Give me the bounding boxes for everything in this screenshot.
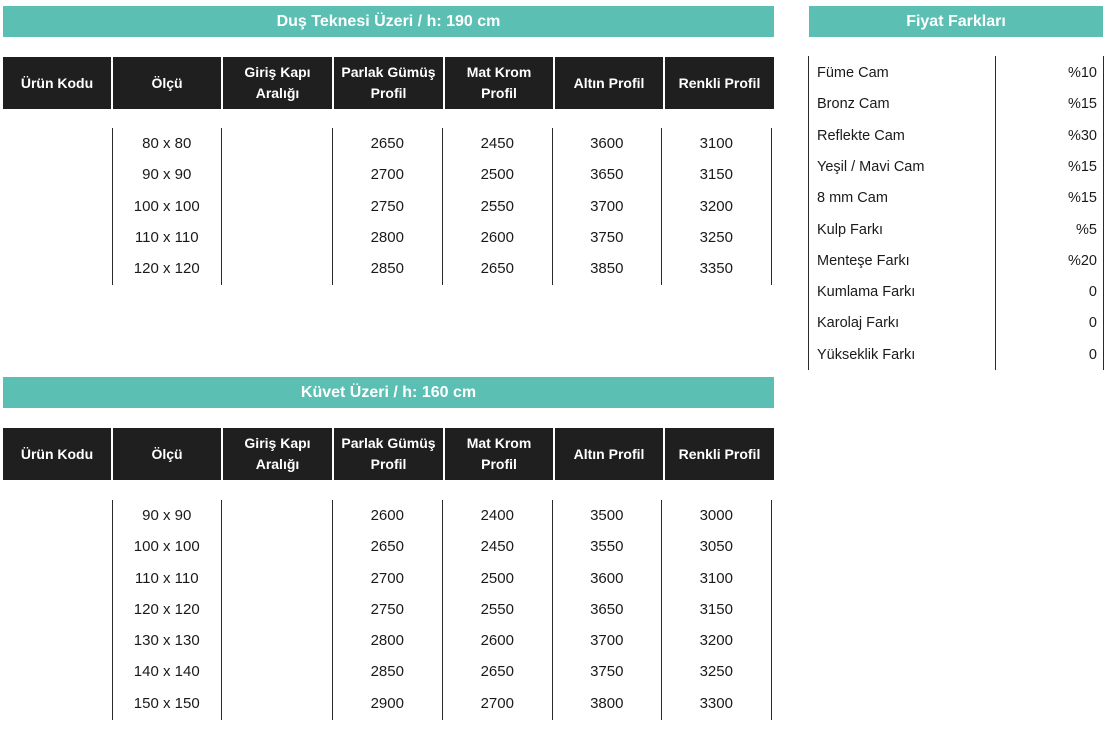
cell-giris-kapi bbox=[222, 625, 332, 656]
cell-urun-kodu bbox=[3, 128, 112, 159]
cell-mat-krom: 2600 bbox=[480, 632, 514, 650]
price-diff-row bbox=[817, 58, 1097, 89]
cell-parlak-gumus: 2650 bbox=[370, 135, 404, 152]
column-altin bbox=[553, 500, 663, 720]
cell-mat-krom: 2450 bbox=[480, 135, 514, 152]
cell-urun-kodu bbox=[3, 159, 112, 190]
cell-urun-kodu bbox=[3, 531, 112, 562]
col-header-giris-kapi: Giriş Kapı Aralığı bbox=[223, 57, 332, 109]
cell-olcu: 100 x 100 bbox=[133, 538, 200, 556]
price-diff-row bbox=[817, 215, 1097, 246]
cell-renkli: 3150 bbox=[699, 600, 733, 618]
column-giris-kapi bbox=[222, 128, 333, 285]
table1-title: Duş Teknesi Üzeri / h: 190 cm bbox=[3, 6, 774, 37]
price-diff-label: Bronz Cam bbox=[817, 96, 890, 113]
price-diff-value: 0 bbox=[1088, 346, 1097, 363]
column-mat-krom bbox=[443, 500, 553, 720]
cell-renkli: 3300 bbox=[699, 694, 733, 712]
cell-olcu: 120 x 120 bbox=[133, 260, 200, 278]
cell-olcu: 100 x 100 bbox=[133, 197, 200, 215]
col-header-parlak-gumus: Parlak Gümüş Profil bbox=[334, 428, 443, 480]
column-parlak-gumus bbox=[333, 500, 444, 720]
cell-parlak-gumus: 2800 bbox=[370, 632, 404, 650]
column-renkli bbox=[662, 500, 772, 720]
cell-renkli: 3150 bbox=[699, 166, 733, 184]
cell-altin: 3650 bbox=[590, 600, 624, 618]
cell-giris-kapi bbox=[222, 500, 332, 531]
price-diff-label: Karolaj Farkı bbox=[817, 315, 900, 332]
column-mat-krom bbox=[443, 128, 553, 285]
cell-parlak-gumus: 2700 bbox=[370, 166, 404, 184]
price-diff-value: %10 bbox=[1067, 65, 1097, 81]
table1-body bbox=[3, 128, 772, 285]
cell-olcu: 80 x 80 bbox=[142, 135, 192, 152]
cell-olcu: 110 x 110 bbox=[134, 228, 199, 246]
table2-body bbox=[3, 500, 772, 720]
col-header-altin: Altın Profil bbox=[555, 57, 663, 109]
price-diff-value: %15 bbox=[1067, 158, 1097, 175]
cell-altin: 3700 bbox=[590, 632, 624, 650]
cell-altin: 3500 bbox=[590, 507, 624, 524]
cell-renkli: 3350 bbox=[699, 260, 733, 278]
cell-parlak-gumus: 2600 bbox=[370, 507, 404, 524]
cell-mat-krom: 2500 bbox=[480, 569, 514, 587]
column-parlak-gumus bbox=[333, 128, 444, 285]
col-header-altin: Altın Profil bbox=[555, 428, 663, 480]
cell-altin: 3800 bbox=[590, 694, 624, 712]
price-diff-label: 8 mm Cam bbox=[817, 190, 888, 207]
price-diff-value: %15 bbox=[1067, 190, 1097, 207]
cell-mat-krom: 2650 bbox=[480, 260, 514, 278]
cell-altin: 3600 bbox=[590, 569, 624, 587]
cell-parlak-gumus: 2650 bbox=[370, 538, 404, 556]
cell-parlak-gumus: 2900 bbox=[370, 694, 404, 712]
cell-giris-kapi bbox=[222, 128, 332, 159]
cell-altin: 3650 bbox=[590, 166, 624, 184]
cell-parlak-gumus: 2750 bbox=[370, 197, 404, 215]
cell-altin: 3600 bbox=[590, 135, 624, 152]
cell-giris-kapi bbox=[222, 563, 332, 594]
cell-urun-kodu bbox=[3, 688, 112, 719]
column-altin bbox=[553, 128, 663, 285]
col-header-olcu: Ölçü bbox=[113, 428, 221, 480]
cell-renkli: 3250 bbox=[699, 228, 733, 246]
cell-parlak-gumus: 2800 bbox=[370, 228, 404, 246]
cell-urun-kodu bbox=[3, 563, 112, 594]
col-header-urun-kodu: Ürün Kodu bbox=[3, 57, 111, 109]
cell-mat-krom: 2700 bbox=[480, 694, 514, 712]
col-header-renkli: Renkli Profil bbox=[665, 428, 774, 480]
column-urun-kodu bbox=[3, 128, 113, 285]
price-diff-value: %5 bbox=[1076, 221, 1097, 238]
cell-olcu: 150 x 150 bbox=[133, 694, 200, 712]
cell-urun-kodu bbox=[3, 625, 112, 656]
column-urun-kodu bbox=[3, 500, 113, 720]
cell-mat-krom: 2400 bbox=[480, 507, 514, 524]
cell-giris-kapi bbox=[222, 253, 332, 284]
cell-urun-kodu bbox=[3, 594, 112, 625]
col-header-olcu: Ölçü bbox=[113, 57, 221, 109]
cell-urun-kodu bbox=[3, 222, 112, 253]
cell-urun-kodu bbox=[3, 191, 112, 222]
cell-olcu: 90 x 90 bbox=[142, 166, 192, 184]
price-diff-row bbox=[817, 121, 1097, 152]
cell-parlak-gumus: 2850 bbox=[370, 663, 404, 681]
price-diff-row bbox=[817, 340, 1097, 371]
cell-renkli: 3200 bbox=[699, 632, 733, 650]
cell-giris-kapi bbox=[222, 191, 332, 222]
cell-giris-kapi bbox=[222, 656, 332, 687]
cell-altin: 3550 bbox=[590, 538, 624, 556]
cell-olcu: 120 x 120 bbox=[133, 600, 200, 618]
col-header-urun-kodu: Ürün Kodu bbox=[3, 428, 111, 480]
cell-mat-krom: 2550 bbox=[480, 600, 514, 618]
cell-mat-krom: 2500 bbox=[480, 166, 514, 184]
price-diff-row bbox=[817, 308, 1097, 339]
price-diff-label: Füme Cam bbox=[817, 65, 889, 81]
price-diff-row bbox=[817, 89, 1097, 120]
price-diff-label: Yeşil / Mavi Cam bbox=[817, 158, 925, 175]
price-diff-value: %15 bbox=[1067, 96, 1097, 113]
col-header-parlak-gumus: Parlak Gümüş Profil bbox=[334, 57, 443, 109]
cell-altin: 3850 bbox=[590, 260, 624, 278]
col-header-mat-krom: Mat Krom Profil bbox=[445, 57, 553, 109]
price-diff-value: %20 bbox=[1067, 252, 1097, 269]
cell-giris-kapi bbox=[222, 531, 332, 562]
price-diff-row bbox=[817, 277, 1097, 308]
cell-olcu: 130 x 130 bbox=[133, 632, 200, 650]
price-diff-label: Reflekte Cam bbox=[817, 127, 905, 144]
table2-title: Küvet Üzeri / h: 160 cm bbox=[3, 377, 774, 408]
table2-header bbox=[3, 428, 774, 480]
cell-mat-krom: 2450 bbox=[480, 538, 514, 556]
cell-renkli: 3250 bbox=[699, 663, 733, 681]
cell-mat-krom: 2600 bbox=[480, 228, 514, 246]
cell-renkli: 3100 bbox=[699, 135, 733, 152]
cell-urun-kodu bbox=[3, 656, 112, 687]
cell-altin: 3750 bbox=[590, 663, 624, 681]
cell-renkli: 3100 bbox=[699, 569, 733, 587]
price-diff-label: Menteşe Farkı bbox=[817, 252, 910, 269]
column-giris-kapi bbox=[222, 500, 333, 720]
col-header-giris-kapi: Giriş Kapı Aralığı bbox=[223, 428, 332, 480]
cell-giris-kapi bbox=[222, 688, 332, 719]
cell-altin: 3750 bbox=[590, 228, 624, 246]
cell-olcu: 110 x 110 bbox=[134, 569, 199, 587]
cell-renkli: 3000 bbox=[699, 507, 733, 524]
price-diff-title: Fiyat Farkları bbox=[809, 6, 1103, 37]
price-diff-label: Kulp Farkı bbox=[817, 221, 884, 238]
cell-altin: 3700 bbox=[590, 197, 624, 215]
column-olcu bbox=[113, 500, 223, 720]
price-diff-row bbox=[817, 183, 1097, 214]
cell-parlak-gumus: 2750 bbox=[370, 600, 404, 618]
cell-urun-kodu bbox=[3, 253, 112, 284]
price-diff-row bbox=[817, 246, 1097, 277]
price-diff-label: Kumlama Farkı bbox=[817, 284, 916, 301]
price-diff-value: 0 bbox=[1088, 284, 1097, 301]
cell-giris-kapi bbox=[222, 222, 332, 253]
column-renkli bbox=[662, 128, 772, 285]
cell-parlak-gumus: 2850 bbox=[370, 260, 404, 278]
col-header-mat-krom: Mat Krom Profil bbox=[445, 428, 553, 480]
cell-olcu: 140 x 140 bbox=[133, 663, 200, 681]
column-olcu bbox=[113, 128, 223, 285]
col-header-renkli: Renkli Profil bbox=[665, 57, 774, 109]
price-diff-row bbox=[817, 152, 1097, 183]
cell-giris-kapi bbox=[222, 594, 332, 625]
cell-renkli: 3050 bbox=[699, 538, 733, 556]
price-diff-panel bbox=[808, 56, 1104, 370]
cell-urun-kodu bbox=[3, 500, 112, 531]
price-diff-value: 0 bbox=[1088, 315, 1097, 332]
cell-mat-krom: 2550 bbox=[480, 197, 514, 215]
cell-giris-kapi bbox=[222, 159, 332, 190]
cell-renkli: 3200 bbox=[699, 197, 733, 215]
price-diff-value: %30 bbox=[1067, 127, 1097, 144]
cell-olcu: 90 x 90 bbox=[142, 507, 192, 524]
cell-parlak-gumus: 2700 bbox=[370, 569, 404, 587]
price-diff-label: Yükseklik Farkı bbox=[817, 346, 916, 363]
cell-mat-krom: 2650 bbox=[480, 663, 514, 681]
table1-header bbox=[3, 57, 774, 109]
